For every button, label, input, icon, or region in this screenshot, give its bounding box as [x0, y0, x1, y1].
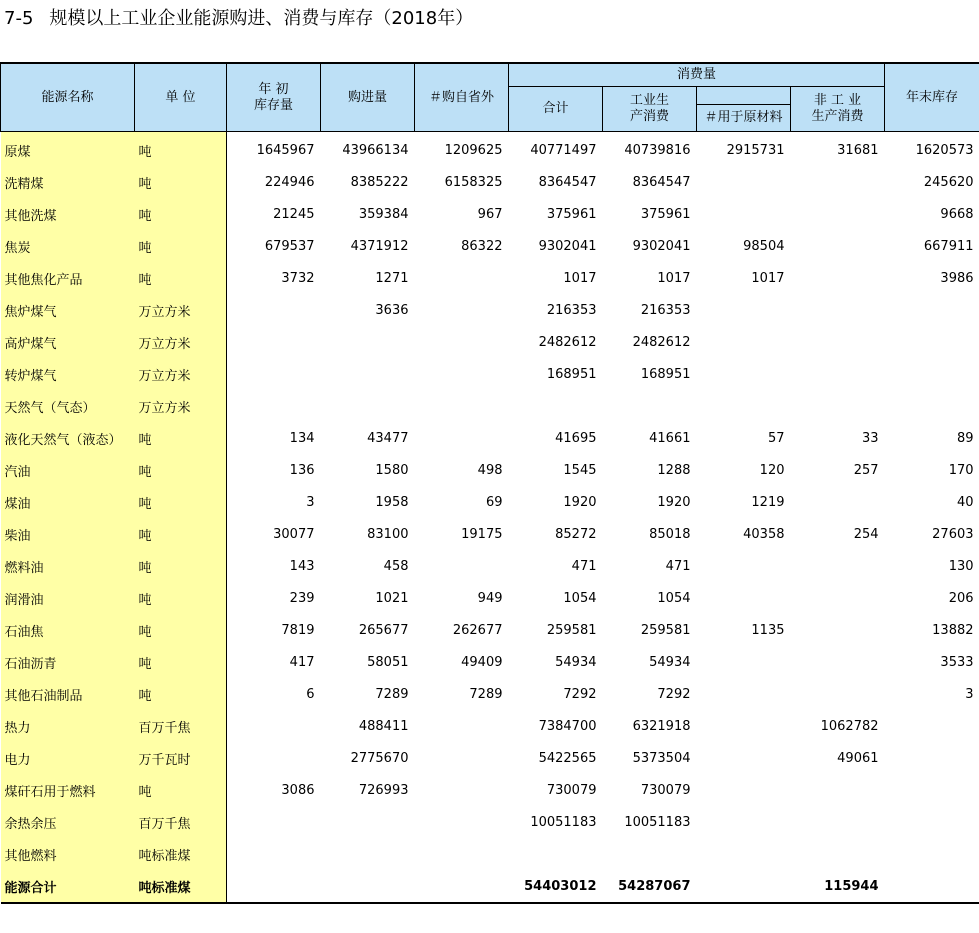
value-cell: 3533	[940, 654, 974, 670]
energy-unit: 吨	[135, 550, 227, 582]
value-cell: 8364547	[538, 174, 597, 190]
value-cell: 1017	[657, 270, 691, 286]
value-cell: 417	[289, 654, 315, 670]
value-cell: 375961	[640, 206, 691, 222]
energy-unit: 吨	[135, 518, 227, 550]
energy-unit: 万立方米	[135, 326, 227, 358]
value-cell: 1017	[563, 270, 597, 286]
value-cell	[791, 678, 885, 710]
value-cell: 726993	[358, 782, 409, 798]
value-cell	[227, 390, 321, 422]
value-cell	[415, 358, 509, 390]
value-cell	[791, 582, 885, 614]
value-cell	[697, 582, 791, 614]
value-cell: 1288	[657, 462, 691, 478]
energy-name: 煤油	[1, 486, 135, 518]
value-cell	[227, 358, 321, 390]
value-cell	[415, 422, 509, 454]
header-non-industrial-l1: 非 工 业	[813, 93, 862, 108]
value-cell: 54934	[555, 654, 597, 670]
table-row	[1, 710, 979, 742]
value-cell: 7289	[469, 686, 503, 702]
value-cell: 265677	[358, 622, 409, 638]
value-cell	[791, 774, 885, 806]
value-cell	[697, 806, 791, 838]
value-cell	[791, 550, 885, 582]
table-row	[1, 582, 979, 614]
value-cell: 13882	[932, 622, 974, 638]
value-cell: 40771497	[530, 142, 597, 158]
header-purchase-out-province: ＃购自省外	[415, 63, 509, 132]
value-cell: 667911	[923, 238, 974, 254]
energy-unit: 万立方米	[135, 358, 227, 390]
table-row	[1, 198, 979, 230]
value-cell	[791, 294, 885, 326]
energy-name: 洗精煤	[1, 166, 135, 198]
value-cell: 21245	[273, 206, 315, 222]
value-cell: 8364547	[632, 174, 691, 190]
value-cell: 54403012	[509, 870, 603, 903]
value-cell: 19175	[461, 526, 503, 542]
value-cell: 40358	[743, 526, 785, 542]
value-cell	[791, 166, 885, 198]
value-cell	[321, 390, 415, 422]
value-cell	[227, 710, 321, 742]
energy-name: 其他洗煤	[1, 198, 135, 230]
value-cell	[603, 390, 697, 422]
value-cell: 471	[665, 558, 691, 574]
energy-name: 高炉煤气	[1, 326, 135, 358]
energy-unit: 吨标准煤	[135, 838, 227, 870]
value-cell	[697, 326, 791, 358]
value-cell: 10051183	[530, 814, 597, 830]
energy-name: 石油焦	[1, 614, 135, 646]
value-cell: 488411	[358, 718, 409, 734]
value-cell	[321, 806, 415, 838]
value-cell	[885, 838, 979, 870]
value-cell: 115944	[791, 870, 885, 903]
energy-name: 电力	[1, 742, 135, 774]
value-cell: 7384700	[538, 718, 597, 734]
energy-table	[0, 62, 979, 904]
value-cell: 6	[306, 686, 315, 702]
value-cell	[697, 294, 791, 326]
header-industrial-l1: 工业生	[629, 93, 669, 108]
value-cell	[697, 166, 791, 198]
value-cell: 6158325	[444, 174, 503, 190]
table-title: 规模以上工业企业能源购进、消费与库存（2018年）	[49, 8, 474, 29]
energy-unit: 吨	[135, 646, 227, 678]
header-non-industrial-l2: 生产消费	[811, 109, 864, 124]
value-cell	[885, 326, 979, 358]
energy-name: 燃料油	[1, 550, 135, 582]
value-cell	[415, 742, 509, 774]
value-cell: 375961	[546, 206, 597, 222]
value-cell	[227, 326, 321, 358]
energy-name: 其他焦化产品	[1, 262, 135, 294]
value-cell: 967	[477, 206, 503, 222]
value-cell: 3	[306, 494, 315, 510]
value-cell	[227, 838, 321, 870]
value-cell	[697, 838, 791, 870]
table-header	[1, 63, 979, 132]
value-cell: 1580	[375, 462, 409, 478]
header-opening-stock-l2: 库存量	[253, 97, 293, 113]
value-cell: 5373504	[632, 750, 691, 766]
header-name: 能源名称	[1, 63, 135, 132]
value-cell: 168951	[640, 366, 691, 382]
value-cell	[227, 806, 321, 838]
energy-name: 原煤	[1, 132, 135, 167]
value-cell: 40739816	[624, 142, 691, 158]
value-cell: 730079	[546, 782, 597, 798]
value-cell: 2482612	[538, 334, 597, 350]
value-cell	[791, 230, 885, 262]
value-cell	[321, 870, 415, 903]
value-cell	[885, 806, 979, 838]
value-cell: 1920	[563, 494, 597, 510]
value-cell: 2775670	[350, 750, 409, 766]
energy-unit: 吨	[135, 422, 227, 454]
value-cell: 57	[767, 430, 785, 446]
value-cell	[321, 838, 415, 870]
value-cell: 245620	[923, 174, 974, 190]
value-cell: 86322	[461, 238, 503, 254]
value-cell	[415, 294, 509, 326]
value-cell	[321, 326, 415, 358]
value-cell: 134	[289, 430, 315, 446]
value-cell	[509, 838, 603, 870]
energy-unit: 吨	[135, 132, 227, 167]
value-cell: 43477	[367, 430, 409, 446]
table-row	[1, 550, 979, 582]
value-cell	[415, 710, 509, 742]
header-non-industrial	[791, 87, 885, 132]
value-cell	[415, 774, 509, 806]
value-cell: 3636	[375, 302, 409, 318]
energy-name: 天然气（气态）	[1, 390, 135, 422]
value-cell: 40	[956, 494, 974, 510]
value-cell: 33	[861, 430, 879, 446]
value-cell	[697, 198, 791, 230]
value-cell: 3732	[281, 270, 315, 286]
value-cell	[227, 870, 321, 903]
value-cell	[603, 838, 697, 870]
header-opening-stock-l1: 年 初	[258, 81, 289, 97]
table-row	[1, 422, 979, 454]
value-cell: 49061	[837, 750, 879, 766]
value-cell: 1062782	[820, 718, 879, 734]
table-row	[1, 518, 979, 550]
value-cell	[697, 390, 791, 422]
value-cell: 130	[948, 558, 974, 574]
energy-unit: 万立方米	[135, 390, 227, 422]
value-cell	[791, 806, 885, 838]
energy-unit: 吨	[135, 198, 227, 230]
energy-unit: 吨	[135, 454, 227, 486]
value-cell	[321, 358, 415, 390]
value-cell: 498	[477, 462, 503, 478]
table-row	[1, 230, 979, 262]
value-cell: 27603	[932, 526, 974, 542]
value-cell: 257	[853, 462, 879, 478]
header-raw-material-spacer	[697, 87, 791, 105]
value-cell	[509, 390, 603, 422]
value-cell	[791, 262, 885, 294]
value-cell: 730079	[640, 782, 691, 798]
value-cell	[697, 710, 791, 742]
value-cell	[791, 358, 885, 390]
header-total: 合计	[509, 87, 603, 132]
energy-name: 石油沥青	[1, 646, 135, 678]
energy-unit: 吨	[135, 230, 227, 262]
value-cell: 4371912	[350, 238, 409, 254]
energy-unit: 百万千焦	[135, 710, 227, 742]
table-body	[1, 132, 979, 904]
value-cell	[885, 358, 979, 390]
energy-unit: 吨标准煤	[135, 870, 227, 903]
header-closing-stock: 年末库存	[885, 63, 979, 132]
value-cell	[885, 390, 979, 422]
value-cell: 7289	[375, 686, 409, 702]
table-row	[1, 774, 979, 806]
energy-unit: 百万千焦	[135, 806, 227, 838]
value-cell: 31681	[837, 142, 879, 158]
value-cell: 9302041	[538, 238, 597, 254]
table-row	[1, 646, 979, 678]
header-purchase: 购进量	[321, 63, 415, 132]
value-cell: 216353	[546, 302, 597, 318]
value-cell	[415, 326, 509, 358]
value-cell	[791, 838, 885, 870]
table-row	[1, 132, 979, 167]
value-cell: 120	[759, 462, 785, 478]
value-cell	[791, 390, 885, 422]
value-cell: 69	[485, 494, 503, 510]
value-cell	[697, 774, 791, 806]
value-cell: 1545	[563, 462, 597, 478]
table-row	[1, 358, 979, 390]
value-cell: 359384	[358, 206, 409, 222]
value-cell: 170	[948, 462, 974, 478]
energy-unit: 吨	[135, 614, 227, 646]
value-cell	[885, 742, 979, 774]
value-cell: 458	[383, 558, 409, 574]
value-cell	[697, 358, 791, 390]
energy-name: 柴油	[1, 518, 135, 550]
value-cell	[885, 774, 979, 806]
value-cell: 9302041	[632, 238, 691, 254]
value-cell	[885, 710, 979, 742]
value-cell	[791, 646, 885, 678]
value-cell	[697, 742, 791, 774]
energy-name: 其他石油制品	[1, 678, 135, 710]
table-row	[1, 838, 979, 870]
value-cell: 2915731	[726, 142, 785, 158]
header-industrial-l2: 产消费	[629, 109, 669, 124]
table-row	[1, 326, 979, 358]
page-title	[4, 4, 473, 34]
value-cell: 679537	[264, 238, 315, 254]
value-cell: 10051183	[624, 814, 691, 830]
energy-unit: 万立方米	[135, 294, 227, 326]
value-cell: 98504	[743, 238, 785, 254]
value-cell: 1920	[657, 494, 691, 510]
value-cell: 224946	[264, 174, 315, 190]
table-row	[1, 390, 979, 422]
value-cell	[791, 198, 885, 230]
energy-name: 热力	[1, 710, 135, 742]
table-row	[1, 294, 979, 326]
value-cell	[227, 294, 321, 326]
value-cell: 7292	[563, 686, 597, 702]
value-cell: 1219	[751, 494, 785, 510]
value-cell: 168951	[546, 366, 597, 382]
energy-unit: 吨	[135, 582, 227, 614]
value-cell	[415, 806, 509, 838]
energy-unit: 吨	[135, 774, 227, 806]
value-cell: 89	[956, 430, 974, 446]
value-cell	[791, 614, 885, 646]
table-number: 7-5	[4, 8, 34, 29]
value-cell: 6321918	[632, 718, 691, 734]
value-cell	[697, 646, 791, 678]
header-industrial	[603, 87, 697, 132]
value-cell: 1958	[375, 494, 409, 510]
value-cell: 85272	[555, 526, 597, 542]
value-cell: 58051	[367, 654, 409, 670]
value-cell: 1017	[751, 270, 785, 286]
value-cell: 206	[948, 590, 974, 606]
value-cell: 239	[289, 590, 315, 606]
value-cell	[885, 870, 979, 903]
value-cell: 254	[853, 526, 879, 542]
value-cell	[227, 742, 321, 774]
value-cell: 2482612	[632, 334, 691, 350]
table-row	[1, 262, 979, 294]
value-cell	[697, 870, 791, 903]
value-cell: 43966134	[342, 142, 409, 158]
energy-name: 焦炭	[1, 230, 135, 262]
value-cell: 1620573	[915, 142, 974, 158]
header-consumption: 消费量	[509, 63, 885, 87]
table-row	[1, 614, 979, 646]
value-cell: 85018	[649, 526, 691, 542]
table-row	[1, 454, 979, 486]
energy-unit: 吨	[135, 166, 227, 198]
value-cell: 259581	[546, 622, 597, 638]
value-cell: 54934	[649, 654, 691, 670]
header-raw-material: ＃用于原材料	[697, 105, 791, 132]
value-cell	[415, 870, 509, 903]
header-opening-stock	[227, 63, 321, 132]
energy-name: 余热余压	[1, 806, 135, 838]
value-cell: 1054	[563, 590, 597, 606]
value-cell	[885, 294, 979, 326]
table-row	[1, 486, 979, 518]
energy-unit: 吨	[135, 486, 227, 518]
energy-unit: 吨	[135, 262, 227, 294]
table-row	[1, 742, 979, 774]
value-cell: 216353	[640, 302, 691, 318]
value-cell: 41661	[649, 430, 691, 446]
value-cell: 1054	[657, 590, 691, 606]
energy-name: 润滑油	[1, 582, 135, 614]
energy-name: 煤矸石用于燃料	[1, 774, 135, 806]
value-cell: 41695	[555, 430, 597, 446]
table-row	[1, 870, 979, 903]
energy-name: 其他燃料	[1, 838, 135, 870]
value-cell: 1645967	[256, 142, 315, 158]
value-cell	[415, 262, 509, 294]
value-cell: 262677	[452, 622, 503, 638]
value-cell: 259581	[640, 622, 691, 638]
value-cell: 3986	[940, 270, 974, 286]
header-unit: 单 位	[135, 63, 227, 132]
value-cell: 471	[571, 558, 597, 574]
value-cell	[791, 486, 885, 518]
value-cell: 54287067	[603, 870, 697, 903]
value-cell	[697, 550, 791, 582]
energy-name: 焦炉煤气	[1, 294, 135, 326]
energy-unit: 吨	[135, 678, 227, 710]
energy-unit: 万千瓦时	[135, 742, 227, 774]
energy-name: 液化天然气（液态）	[1, 422, 135, 454]
table-row	[1, 678, 979, 710]
value-cell	[415, 550, 509, 582]
energy-name: 转炉煤气	[1, 358, 135, 390]
value-cell: 30077	[273, 526, 315, 542]
value-cell: 7292	[657, 686, 691, 702]
value-cell: 1271	[375, 270, 409, 286]
table-row	[1, 806, 979, 838]
value-cell: 143	[289, 558, 315, 574]
value-cell: 3086	[281, 782, 315, 798]
energy-name: 能源合计	[1, 870, 135, 903]
value-cell	[697, 678, 791, 710]
value-cell: 5422565	[538, 750, 597, 766]
value-cell	[415, 838, 509, 870]
value-cell: 1209625	[444, 142, 503, 158]
value-cell: 49409	[461, 654, 503, 670]
value-cell: 1021	[375, 590, 409, 606]
value-cell: 136	[289, 462, 315, 478]
value-cell: 7819	[281, 622, 315, 638]
value-cell: 9668	[940, 206, 974, 222]
value-cell: 83100	[367, 526, 409, 542]
value-cell: 3	[965, 686, 974, 702]
value-cell: 1135	[751, 622, 785, 638]
value-cell	[791, 326, 885, 358]
value-cell: 8385222	[350, 174, 409, 190]
energy-name: 汽油	[1, 454, 135, 486]
value-cell: 949	[477, 590, 503, 606]
table-row	[1, 166, 979, 198]
value-cell	[415, 390, 509, 422]
